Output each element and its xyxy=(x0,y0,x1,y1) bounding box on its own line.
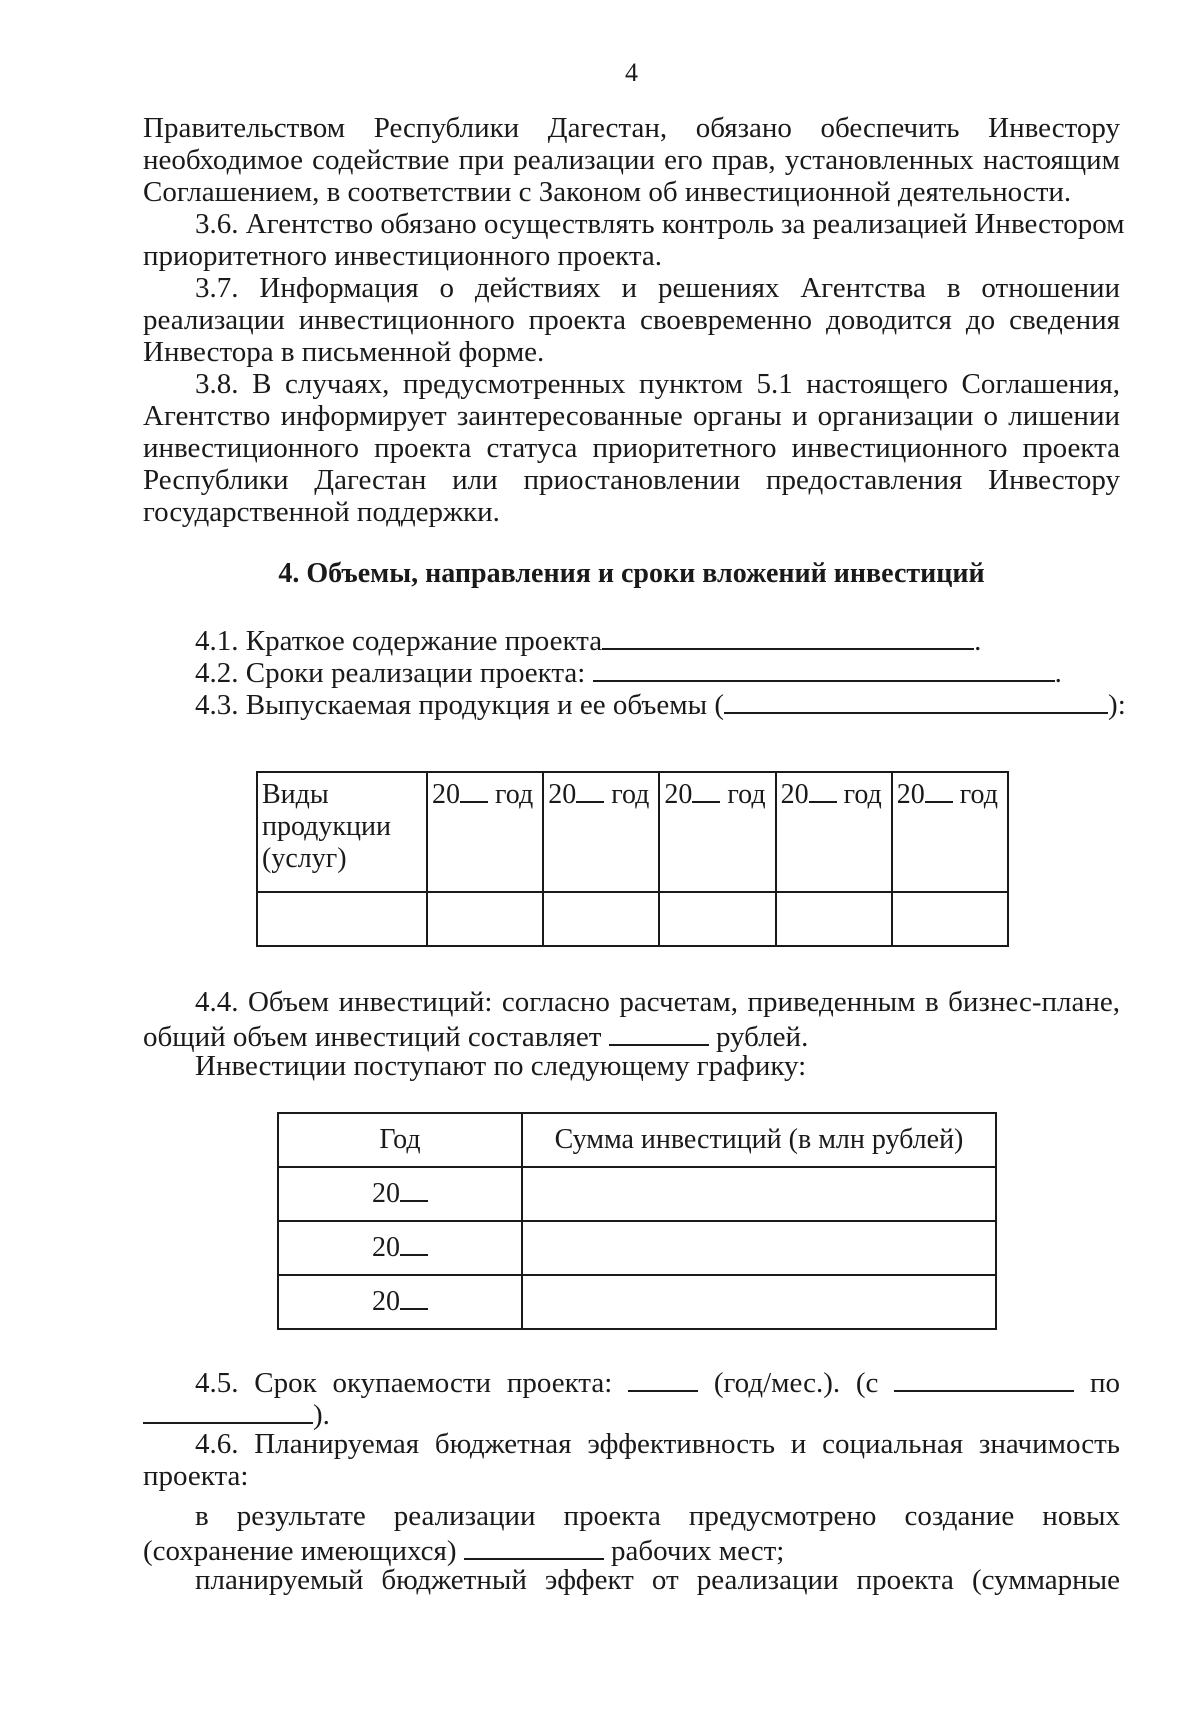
year-prefix: 20 xyxy=(372,1286,400,1317)
item-4-3 xyxy=(195,686,1126,722)
schedule-sum-cell xyxy=(522,1221,996,1275)
schedule-intro: Инвестиции поступают по следующему графику: xyxy=(195,1050,807,1082)
header-line-1: Виды xyxy=(262,779,329,810)
para-3-6-line-2: приоритетного инвестиционного проекта. xyxy=(143,240,663,272)
item-4-1-blank xyxy=(602,622,974,650)
products-table xyxy=(256,771,1009,947)
schedule-year-cell xyxy=(278,1167,522,1221)
para-4-5-line-1 xyxy=(195,1364,1120,1400)
para-3-8-line-3: инвестиционного проекта статуса приоритетного инвестиционного проекта xyxy=(143,432,1120,464)
year-prefix: 20 xyxy=(432,779,460,810)
schedule-header-row xyxy=(278,1113,996,1167)
investment-total-blank xyxy=(609,1018,709,1046)
to-date-blank xyxy=(143,1396,313,1424)
para-4-5-unit: (год/мес.). (с xyxy=(713,1367,879,1399)
item-4-2-end: . xyxy=(1054,657,1062,689)
payback-blank xyxy=(628,1364,698,1392)
schedule-year-header: Год xyxy=(278,1113,522,1167)
para-4-5-label: 4.5. Срок окупаемости проекта: xyxy=(195,1367,613,1399)
year-col-3 xyxy=(659,772,775,892)
jobs-before: (сохранение имеющихся) xyxy=(143,1535,457,1567)
item-4-2-blank xyxy=(593,654,1055,682)
schedule-year-cell xyxy=(278,1275,522,1329)
year-blank xyxy=(925,779,953,803)
year-col-4 xyxy=(776,772,892,892)
schedule-sum-cell xyxy=(522,1275,996,1329)
schedule-sum-cell xyxy=(522,1167,996,1221)
para-4-6-jobs-line-1: в результате реализации проекта предусмотрено создание новых xyxy=(195,1500,1120,1532)
para-4-4-before: общий объем инвестиций составляет xyxy=(143,1021,602,1053)
year-prefix: 20 xyxy=(372,1178,400,1209)
para-4-4-after: рублей. xyxy=(715,1021,809,1053)
products-header-row xyxy=(257,772,1008,892)
table-row xyxy=(278,1167,996,1221)
table-row xyxy=(278,1221,996,1275)
para-4-5-line-2 xyxy=(143,1396,330,1432)
year-blank xyxy=(692,779,720,803)
item-4-3-blank xyxy=(724,686,1108,714)
para-4-4-line-2 xyxy=(143,1018,808,1054)
year-suffix: год xyxy=(727,779,766,810)
year-blank xyxy=(400,1286,428,1310)
jobs-count-blank xyxy=(464,1532,604,1560)
para-4-5-to: по xyxy=(1089,1367,1121,1399)
table-cell xyxy=(257,892,427,946)
year-blank xyxy=(400,1178,428,1202)
item-4-1-label: 4.1. Краткое содержание проекта xyxy=(195,625,603,657)
schedule-year-cell xyxy=(278,1221,522,1275)
year-col-2 xyxy=(543,772,659,892)
table-cell xyxy=(776,892,892,946)
item-4-3-label: 4.3. Выпускаемая продукция и ее объемы ( xyxy=(195,689,725,721)
para-4-6-line-2: проекта: xyxy=(143,1460,249,1492)
year-suffix: год xyxy=(959,779,998,810)
intro-line-2: необходимое содействие при реализации его прав, установленных настоящим xyxy=(143,144,1120,176)
year-prefix: 20 xyxy=(372,1232,400,1263)
para-3-8-line-1: 3.8. В случаях, предусмотренных пунктом 5.1 настоящего Соглашения, xyxy=(195,368,1120,400)
year-col-1 xyxy=(427,772,543,892)
table-cell xyxy=(427,892,543,946)
year-col-5 xyxy=(892,772,1008,892)
para-4-4-line-1: 4.4. Объем инвестиций: согласно расчетам, приведенным в бизнес-плане, xyxy=(195,986,1120,1018)
schedule-sum-header: Сумма инвестиций (в млн рублей) xyxy=(522,1113,996,1167)
para-3-8-line-4: Республики Дагестан или приостановлении предоставления Инвестору xyxy=(143,464,1120,496)
intro-line-3: Соглашением, в соответствии с Законом об инвестиционной деятельности. xyxy=(143,176,1072,208)
para-3-8-line-2: Агентство информирует заинтересованные органы и организации о лишении xyxy=(143,400,1120,432)
intro-line-1: Правительством Республики Дагестан, обязано обеспечить Инвестору xyxy=(143,112,1120,144)
header-line-3: (услуг) xyxy=(262,843,347,874)
para-3-7-line-2: реализации инвестиционного проекта своевременно доводится до сведения xyxy=(143,304,1120,336)
para-4-5-end: ). xyxy=(313,1399,330,1431)
page-number: 4 xyxy=(625,58,638,87)
year-prefix: 20 xyxy=(896,779,925,810)
year-suffix: год xyxy=(843,779,882,810)
item-4-2-label: 4.2. Сроки реализации проекта: xyxy=(195,657,586,689)
para-4-6-jobs-line-2 xyxy=(143,1532,784,1568)
table-cell xyxy=(892,892,1008,946)
products-type-header xyxy=(257,772,427,892)
year-blank xyxy=(460,779,488,803)
section-4-heading: 4. Объемы, направления и сроки вложений инвестиций xyxy=(278,558,985,589)
header-line-2: продукции xyxy=(262,811,391,842)
year-blank xyxy=(576,779,604,803)
para-4-6-line-1: 4.6. Планируемая бюджетная эффективность и социальная значимость xyxy=(195,1428,1120,1460)
year-suffix: год xyxy=(611,779,650,810)
year-prefix: 20 xyxy=(664,779,693,810)
year-suffix: год xyxy=(495,779,534,810)
para-3-7-line-1: 3.7. Информация о действиях и решениях Агентства в отношении xyxy=(195,272,1120,304)
para-3-6-line-1: 3.6. Агентство обязано осуществлять контроль за реализацией Инвестором xyxy=(195,208,1125,240)
para-3-7-line-3: Инвестора в письменной форме. xyxy=(143,336,545,368)
year-prefix: 20 xyxy=(780,779,809,810)
investment-schedule-table xyxy=(277,1112,997,1330)
table-row xyxy=(278,1275,996,1329)
item-4-3-end: ): xyxy=(1108,689,1126,721)
para-4-6-budget-line: планируемый бюджетный эффект от реализации проекта (суммарные xyxy=(195,1564,1120,1596)
para-3-8-line-5: государственной поддержки. xyxy=(143,496,500,528)
products-empty-row xyxy=(257,892,1008,946)
table-cell xyxy=(659,892,775,946)
item-4-1 xyxy=(195,622,981,658)
item-4-1-end: . xyxy=(974,625,982,657)
year-prefix: 20 xyxy=(548,779,577,810)
from-date-blank xyxy=(894,1364,1074,1392)
year-blank xyxy=(809,779,837,803)
jobs-after: рабочих мест; xyxy=(611,1535,785,1567)
table-cell xyxy=(543,892,659,946)
year-blank xyxy=(400,1232,428,1256)
item-4-2 xyxy=(195,654,1062,690)
